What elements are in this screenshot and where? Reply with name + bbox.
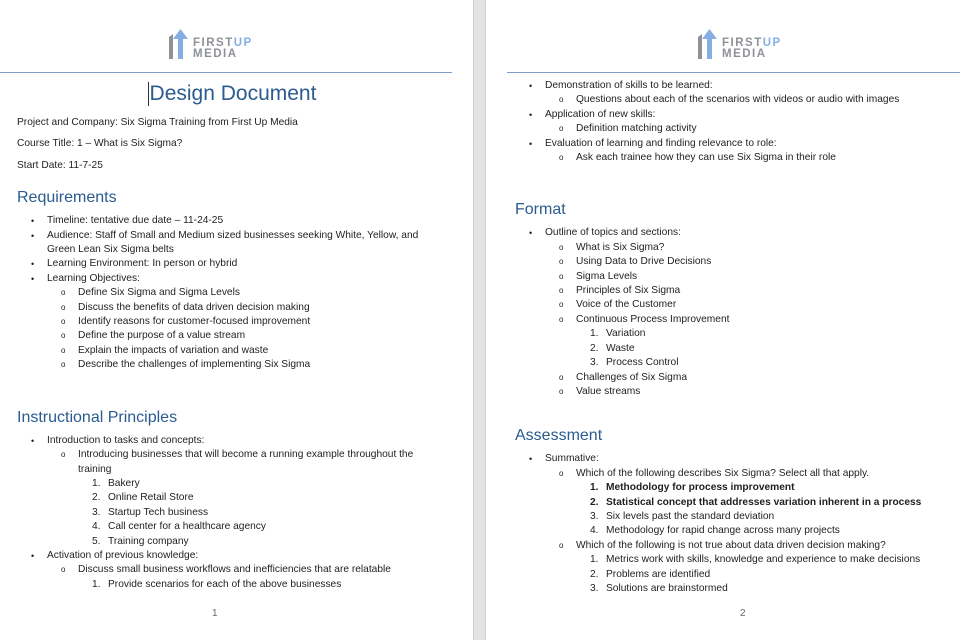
option-text: Solutions are brainstormed xyxy=(606,582,728,594)
topic-text: Continuous Process Improvement xyxy=(576,313,730,325)
list-item xyxy=(515,108,960,137)
instructional-principles-heading: Instructional Principles xyxy=(17,408,178,426)
question-1: Which of the following describes Six Sigma? Select all that apply. xyxy=(576,467,870,479)
document-title[interactable] xyxy=(17,78,447,110)
continued-list xyxy=(515,79,960,165)
option-text: Metrics work with skills, knowledge and experience to make decisions xyxy=(606,554,921,566)
intro-sublist xyxy=(47,448,447,549)
business-list xyxy=(78,477,447,549)
improvement-item: Waste xyxy=(606,342,635,354)
improvement-item: Variation xyxy=(606,328,646,340)
list-number: 2. xyxy=(590,342,599,354)
list-item xyxy=(576,524,960,538)
list-item: • Audience: Staff of Small and Medium sized businesses seeking White, Yellow, and Green Lean Six Sigma belts xyxy=(17,229,447,258)
page-number: 1 xyxy=(212,608,218,619)
option-text: Methodology for process improvement xyxy=(606,482,795,494)
list-number: 4. xyxy=(92,521,101,533)
document-title-text: Design Document xyxy=(149,82,317,105)
list-item xyxy=(576,342,960,356)
page-gutter xyxy=(473,0,486,640)
list-number: 5. xyxy=(92,535,101,547)
demo-sublist xyxy=(545,93,960,107)
list-number: 3. xyxy=(590,582,599,594)
project-line: Project and Company: Six Sigma Training from First Up Media xyxy=(17,117,298,128)
summative-label: Summative: xyxy=(545,453,599,465)
list-item xyxy=(17,434,447,549)
list-item xyxy=(576,553,960,567)
activation-sub-text: Discuss small business workflows and inefficiencies that are relatable xyxy=(78,564,391,576)
objectives-list xyxy=(47,286,447,372)
list-number: 2. xyxy=(590,568,599,580)
logo-wordmark xyxy=(722,38,782,60)
application-label: Application of new skills: xyxy=(545,108,656,120)
logo-first: FIRST xyxy=(193,37,234,49)
list-item xyxy=(47,448,447,549)
page-1-body xyxy=(17,78,447,592)
list-item xyxy=(78,520,447,534)
header-logo xyxy=(697,28,782,60)
option-text: Methodology for rapid change across many projects xyxy=(606,525,840,537)
list-item xyxy=(17,272,447,373)
list-item xyxy=(78,535,447,549)
list-item xyxy=(515,226,960,399)
list-number: 1. xyxy=(92,477,101,489)
q1-options xyxy=(576,481,960,539)
header-rule xyxy=(507,72,960,73)
logo-media: MEDIA xyxy=(193,48,238,60)
list-item xyxy=(47,563,447,592)
business-name: Bakery xyxy=(108,477,140,489)
format-heading: Format xyxy=(515,201,566,219)
list-item xyxy=(576,510,960,524)
evaluation-sublist xyxy=(545,151,960,165)
page-2-body xyxy=(515,79,960,596)
list-item xyxy=(576,496,960,510)
improvement-list xyxy=(576,327,960,370)
topics-list xyxy=(545,241,960,399)
list-item xyxy=(515,452,960,596)
list-item xyxy=(515,137,960,166)
q2-options xyxy=(576,553,960,596)
list-item: o Using Data to Drive Decisions xyxy=(545,255,960,269)
list-item: o Discuss the benefits of data driven decision making xyxy=(47,301,447,315)
option-text: Statistical concept that addresses variation inherent in a process xyxy=(606,496,922,508)
list-number: 3. xyxy=(92,506,101,518)
header-rule xyxy=(0,72,452,73)
list-item: o Identify reasons for customer-focused improvement xyxy=(47,315,447,329)
list-number: 2. xyxy=(92,492,101,504)
list-item: o Definition matching activity xyxy=(545,122,960,136)
evaluation-label: Evaluation of learning and finding relevance to role: xyxy=(545,137,777,149)
logo-media: MEDIA xyxy=(722,48,767,60)
business-name: Call center for a healthcare agency xyxy=(108,521,266,533)
list-item: o Challenges of Six Sigma xyxy=(545,371,960,385)
option-text: Six levels past the standard deviation xyxy=(606,510,775,522)
list-item xyxy=(576,582,960,596)
list-number: 3. xyxy=(590,510,599,522)
list-item: • Timeline: tentative due date – 11-24-25 xyxy=(17,214,447,228)
logo-arrow-icon xyxy=(697,28,719,60)
assessment-list xyxy=(515,452,960,596)
business-name: Online Retail Store xyxy=(108,492,194,504)
logo-wordmark xyxy=(193,38,253,60)
activation-sublist xyxy=(47,563,447,592)
text-cursor xyxy=(148,82,149,106)
list-item xyxy=(515,79,960,108)
list-item: o Describe the challenges of implementing Six Sigma xyxy=(47,358,447,372)
list-item: o Explain the impacts of variation and waste xyxy=(47,344,447,358)
application-sublist xyxy=(545,122,960,136)
list-item: o Voice of the Customer xyxy=(545,298,960,312)
header-logo xyxy=(168,28,253,60)
intro-label: Introduction to tasks and concepts: xyxy=(47,434,205,446)
outline-label: Outline of topics and sections: xyxy=(545,227,681,239)
list-item xyxy=(17,549,447,592)
activation-label: Activation of previous knowledge: xyxy=(47,549,199,561)
logo-arrow-icon xyxy=(168,28,190,60)
activation-item-text: Provide scenarios for each of the above businesses xyxy=(108,578,342,590)
document-page-1[interactable] xyxy=(0,0,473,640)
list-item xyxy=(78,578,447,592)
list-item: o Ask each trainee how they can use Six Sigma in their role xyxy=(545,151,960,165)
list-item xyxy=(576,481,960,495)
instructional-list xyxy=(17,434,447,592)
list-number: 1. xyxy=(590,554,599,566)
list-number: 2. xyxy=(590,496,599,508)
logo-up: UP xyxy=(233,37,253,49)
list-item: o Define Six Sigma and Sigma Levels xyxy=(47,286,447,300)
list-item: o Principles of Six Sigma xyxy=(545,284,960,298)
list-item xyxy=(576,356,960,370)
list-item: o Define the purpose of a value stream xyxy=(47,329,447,343)
logo-up: UP xyxy=(762,37,782,49)
list-item: • Learning Environment: In person or hybrid xyxy=(17,257,447,271)
logo-first: FIRST xyxy=(722,37,763,49)
list-item xyxy=(545,313,960,371)
list-item xyxy=(545,539,960,597)
list-number: 1. xyxy=(590,482,599,494)
activation-items xyxy=(78,578,447,592)
list-item xyxy=(576,327,960,341)
list-number: 1. xyxy=(590,328,599,340)
questions-list xyxy=(545,467,960,597)
list-item xyxy=(78,491,447,505)
question-2: Which of the following is not true about data driven decision making? xyxy=(576,539,886,551)
list-item: o Questions about each of the scenarios with videos or audio with images xyxy=(545,93,960,107)
objectives-label: Learning Objectives: xyxy=(47,272,140,284)
list-item xyxy=(78,506,447,520)
list-number: 3. xyxy=(590,357,599,369)
business-name: Startup Tech business xyxy=(108,506,209,518)
demo-label: Demonstration of skills to be learned: xyxy=(545,80,713,91)
list-number: 4. xyxy=(590,525,599,537)
list-item xyxy=(576,568,960,582)
requirements-list xyxy=(17,214,447,372)
intro-sub-text: Introducing businesses that will become a running example throughout the training xyxy=(78,449,414,475)
document-page-2[interactable] xyxy=(486,0,960,640)
course-title-line: Course Title: 1 – What is Six Sigma? xyxy=(17,138,183,150)
format-list xyxy=(515,226,960,399)
assessment-heading: Assessment xyxy=(515,427,603,445)
page-number: 2 xyxy=(740,608,746,619)
list-item xyxy=(545,467,960,539)
list-number: 1. xyxy=(92,578,101,590)
improvement-item: Process Control xyxy=(606,357,679,369)
requirements-heading: Requirements xyxy=(17,189,117,207)
start-date-line: Start Date: 11-7-25 xyxy=(17,159,103,171)
list-item: o Sigma Levels xyxy=(545,270,960,284)
business-name: Training company xyxy=(108,535,189,547)
list-item: o Value streams xyxy=(545,385,960,399)
list-item xyxy=(78,477,447,491)
option-text: Problems are identified xyxy=(606,568,711,580)
list-item: o What is Six Sigma? xyxy=(545,241,960,255)
